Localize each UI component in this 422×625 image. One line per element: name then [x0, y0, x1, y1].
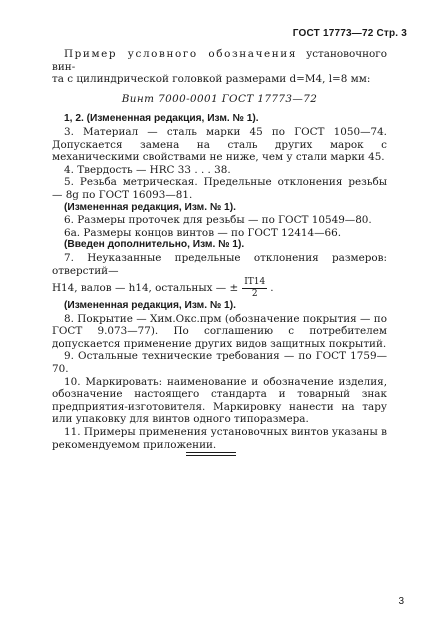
- page-header: ГОСТ 17773—72 Стр. 3: [292, 28, 407, 39]
- item-5-note: (Измененная редакция, Изм. № 1).: [64, 201, 236, 213]
- fraction-numerator: IT14: [244, 277, 266, 288]
- tolerance-fraction: [242, 278, 267, 299]
- page-body: [52, 48, 387, 451]
- item-1-2-note: 1, 2. (Измененная редакция, Изм. № 1).: [64, 113, 259, 125]
- example-heading-spaced: Пример условного обозначения: [64, 48, 297, 60]
- item-7-note: (Измененная редакция, Изм. № 1).: [64, 300, 236, 312]
- item-10: 10. Маркировать: наименование и обозначение изделия, обозначение настоящего стандарта и товарный знак предприятия-изготовителя. Маркировку нанести на тару или упаковку для винтов одного типоразмера.: [52, 375, 387, 426]
- section-divider-bottom: [186, 455, 236, 456]
- item-7-line-1: 7. Неуказанные предельные отклонения размеров: отверстий—: [52, 251, 387, 277]
- example-heading: [52, 48, 387, 73]
- page-number: 3: [398, 596, 404, 607]
- item-11: 11. Примеры применения установочных винтов указаны в рекомендуемом приложении.: [52, 426, 387, 451]
- example-heading-rest: установочного вин-: [52, 48, 387, 73]
- item-6a-note: (Введен дополнительно, Изм. № 1).: [64, 239, 245, 251]
- section-divider-top: [186, 452, 236, 453]
- fraction-denominator: 2: [251, 289, 258, 300]
- example-line-2: та с цилиндрической головкой размерами d=M4, l=8 мм:: [52, 73, 371, 86]
- item-3: 3. Материал — сталь марки 45 по ГОСТ 1050—74. Допускается замена на сталь других марок с механическими свойствами не ниже, чем у стали марки 45.: [52, 125, 387, 164]
- item-8: 8. Покрытие — Хим.Окс.прм (обозначение покрытия — по ГОСТ 9.073—77). По соглашению с потребителем допускается применение других видов защитных покрытий.: [52, 312, 387, 350]
- item-6a: 6а. Размеры концов винтов — по ГОСТ 12414—66.: [64, 226, 342, 239]
- item-7-line-2-text: H14, валов — h14, остальных — ±: [52, 282, 239, 295]
- item-7-end: .: [270, 282, 274, 295]
- item-6: 6. Размеры проточек для резьбы — по ГОСТ 10549—80.: [64, 214, 372, 227]
- item-9: 9. Остальные технические требования — по ГОСТ 1759—70.: [52, 350, 387, 376]
- item-4: 4. Твердость — HRC 33 . . . 38.: [64, 163, 231, 176]
- item-7-line-2: [52, 278, 387, 299]
- item-5: 5. Резьба метрическая. Предельные отклонения резьбы — 8g по ГОСТ 16093—81.: [52, 176, 387, 201]
- example-designation: Винт 7000-0001 ГОСТ 17773—72: [121, 92, 318, 105]
